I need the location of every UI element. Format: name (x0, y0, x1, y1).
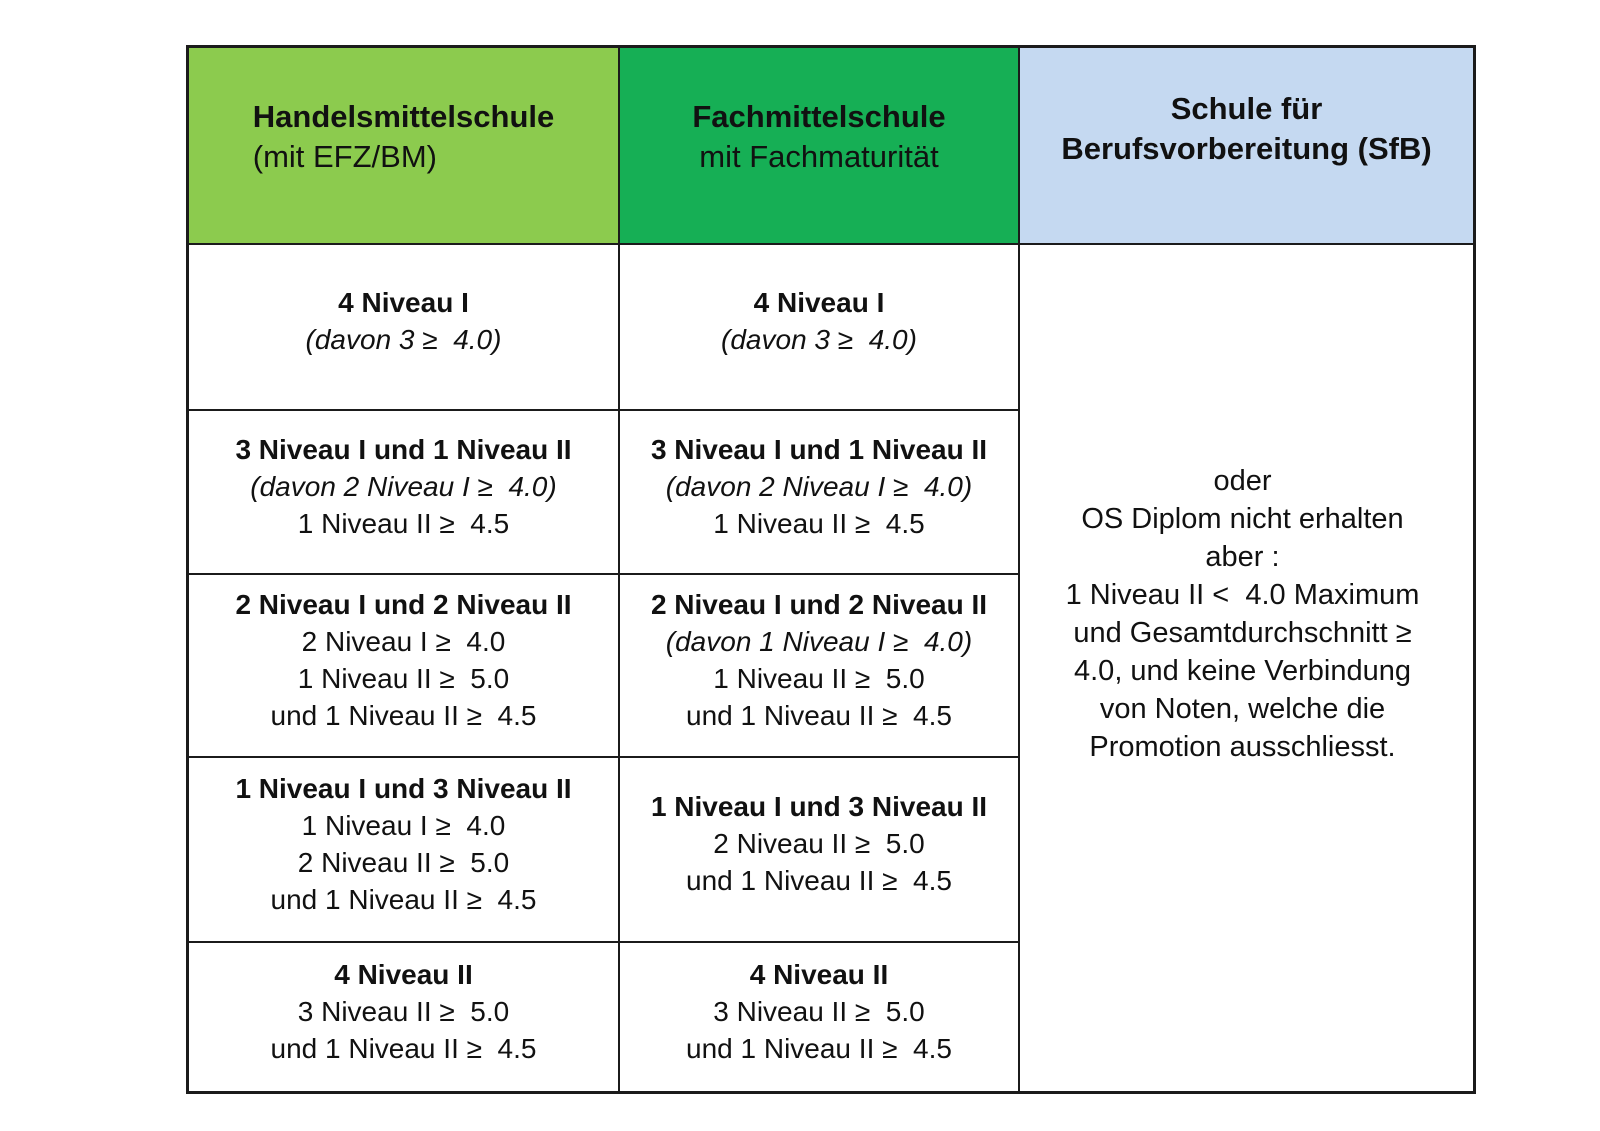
header-text-block (253, 97, 554, 177)
criteria-line: 1 Niveau II ≥ 5.0 (713, 662, 925, 694)
header-title-line2: Berufsvorbereitung (SfB) (1061, 130, 1432, 166)
sfb-line: Promotion ausschliesst. (1089, 731, 1396, 763)
criteria-line: (davon 3 ≥ 4.0) (721, 324, 917, 355)
header-fachmittelschule (620, 48, 1018, 243)
fms-row-3 (620, 575, 1018, 756)
criteria-line: und 1 Niveau II ≥ 4.5 (686, 1032, 952, 1064)
criteria-line: 4 Niveau I (753, 287, 885, 318)
criteria-line: (davon 1 Niveau I ≥ 4.0) (665, 625, 973, 657)
sfb-line: 1 Niveau II < 4.0 Maximum (1065, 579, 1420, 611)
criteria-line: 2 Niveau I und 2 Niveau II (650, 588, 988, 620)
sfb-line: und Gesamtdurchschnitt ≥ (1073, 617, 1412, 649)
sfb-line: von Noten, welche die (1099, 693, 1386, 725)
hms-row-1 (189, 245, 618, 409)
hms-row-2 (189, 411, 618, 573)
criteria-line: und 1 Niveau II ≥ 4.5 (686, 865, 952, 896)
criteria-line: 1 Niveau II ≥ 4.5 (713, 507, 925, 539)
criteria-line: und 1 Niveau II ≥ 4.5 (270, 883, 537, 915)
hms-row-4 (189, 758, 618, 941)
criteria-line: 2 Niveau I und 2 Niveau II (235, 588, 572, 620)
criteria-line: 1 Niveau II ≥ 5.0 (297, 662, 510, 694)
promotion-criteria-table (186, 45, 1476, 1094)
fms-row-4 (620, 758, 1018, 941)
criteria-line: 1 Niveau I ≥ 4.0 (301, 809, 506, 841)
criteria-line: 3 Niveau I und 1 Niveau II (235, 433, 572, 465)
criteria-line: 2 Niveau I ≥ 4.0 (301, 625, 506, 657)
header-handelsmittelschule (189, 48, 618, 243)
criteria-line: 1 Niveau I und 3 Niveau II (235, 772, 572, 804)
fms-row-1 (620, 245, 1018, 409)
header-subtitle: mit Fachmaturität (699, 138, 939, 174)
criteria-line: und 1 Niveau II ≥ 4.5 (270, 699, 537, 731)
criteria-line: (davon 2 Niveau I ≥ 4.0) (665, 470, 973, 502)
header-subtitle: (mit EFZ/BM) (252, 138, 437, 174)
header-title-line1: Schule für (1170, 90, 1323, 126)
hms-row-5 (189, 943, 618, 1091)
sfb-line: aber : (1205, 541, 1280, 573)
criteria-line: 2 Niveau II ≥ 5.0 (713, 828, 925, 859)
criteria-line: 4 Niveau II (334, 958, 473, 990)
header-title: Fachmittelschule (692, 98, 946, 134)
header-title: Handelsmittelschule (252, 98, 555, 134)
header-schule-fuer-berufsvorbereitung (1020, 48, 1473, 243)
sfb-line: oder (1213, 465, 1272, 497)
criteria-line: und 1 Niveau II ≥ 4.5 (270, 1032, 537, 1064)
criteria-line: 4 Niveau II (749, 958, 889, 990)
criteria-line: 2 Niveau II ≥ 5.0 (297, 846, 510, 878)
hms-row-3 (189, 575, 618, 756)
criteria-line: 3 Niveau I und 1 Niveau II (650, 433, 988, 465)
fms-row-5 (620, 943, 1018, 1091)
criteria-line: 3 Niveau II ≥ 5.0 (713, 995, 925, 1027)
fms-row-2 (620, 411, 1018, 573)
sfb-body-cell (1020, 245, 1473, 1091)
criteria-line: und 1 Niveau II ≥ 4.5 (686, 699, 952, 731)
sfb-line: 4.0, und keine Verbindung (1074, 655, 1411, 687)
criteria-line: 3 Niveau II ≥ 5.0 (297, 995, 510, 1027)
criteria-line: 1 Niveau II ≥ 4.5 (297, 507, 510, 539)
criteria-line: 1 Niveau I und 3 Niveau II (650, 791, 988, 822)
criteria-line: 4 Niveau I (338, 287, 469, 318)
criteria-line: (davon 2 Niveau I ≥ 4.0) (250, 470, 557, 502)
criteria-line: (davon 3 ≥ 4.0) (305, 324, 502, 355)
sfb-line: OS Diplom nicht erhalten (1081, 503, 1404, 535)
